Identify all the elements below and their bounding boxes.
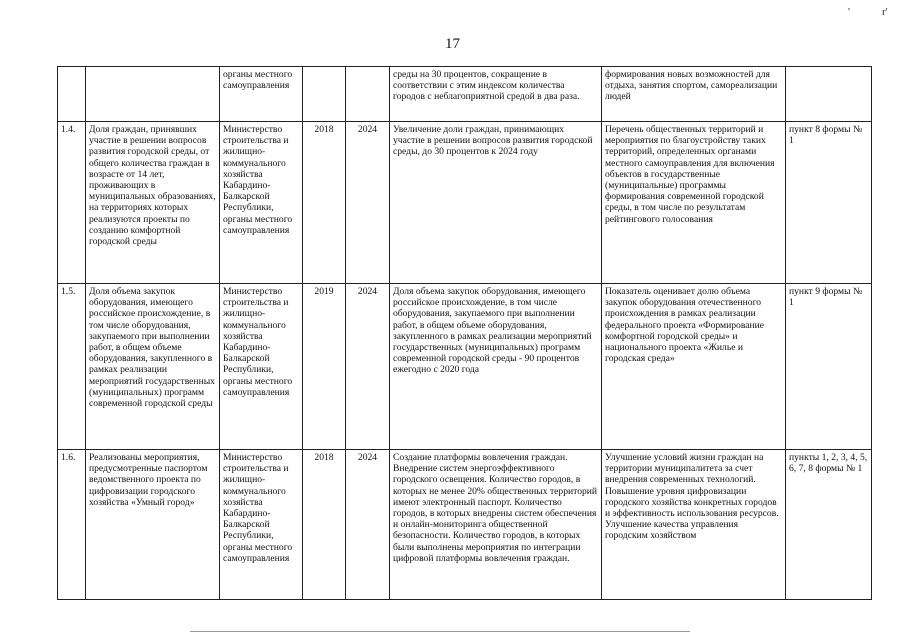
indicator-cell: [86, 67, 220, 122]
corner-mark-right: r': [882, 6, 888, 18]
indicator-cell: Доля объема закупок оборудования, имеющего российское происхождение, в том числе оборудования, закупаемого при выполнении работ, в общем объеме оборудования, закупленного в рамках реализации мероприятий государственных (муниципальных) программ современной городской среды: [86, 284, 220, 450]
end-year-cell: [346, 67, 390, 122]
result-cell: Создание платформы вовлечения граждан. Внедрение систем энергоэффективного городского освещения. Количество городов, в которых не менее 20% общественных территорий имеют электронный паспорт. Количество городов, в которых внедрены систем обеспечения и онлайн-мониторинга общественной безопасности. Количество городов, в которых были выполнены мероприятия по интеграции цифровой платформы вовлечения граждан.: [390, 450, 602, 600]
table-row: [58, 67, 872, 122]
end-year-cell: 2024: [346, 284, 390, 450]
connection-cell: Показатель оценивает долю объема закупок оборудования отечественного происхождения в рамках реализации федерального проекта «Формирование комфортной городской среды» и национального проекта «Жилье и городская среда»: [602, 284, 786, 450]
row-number: 1.4.: [58, 122, 86, 284]
table-row: [58, 122, 872, 284]
program-table: [57, 66, 872, 600]
reference-cell: пункт 9 формы № 1: [786, 284, 872, 450]
start-year-cell: [303, 67, 346, 122]
indicator-cell: Реализованы мероприятия, предусмотренные паспортом ведомственного проекта по цифровизации городского хозяйства «Умный город»: [86, 450, 220, 600]
table-row: [58, 284, 872, 450]
corner-mark-left: ': [848, 6, 850, 18]
row-number: [58, 67, 86, 122]
reference-cell: пункты 1, 2, 3, 4, 5, 6, 7, 8 формы № 1: [786, 450, 872, 600]
responsible-cell: Министерство строительства и жилищно-коммунального хозяйства Кабардино-Балкарской Республики, органы местного самоуправления: [220, 284, 303, 450]
reference-cell: пункт 8 формы № 1: [786, 122, 872, 284]
result-cell: Доля объема закупок оборудования, имеющего российское происхождение, в том числе оборудования, закупаемого при выполнении работ, в общем объеме оборудования, закупленного в рамках реализации мероприятий государственных (муниципальных) программ современной городской среды - 90 процентов ежегодно с 2020 года: [390, 284, 602, 450]
result-cell: Увеличение доли граждан, принимающих участие в решении вопросов развития городской среды, до 30 процентов к 2024 году: [390, 122, 602, 284]
start-year-cell: 2018: [303, 450, 346, 600]
connection-cell: Перечень общественных территорий и мероприятия по благоустройству таких территорий, определенных органами местного самоуправления для включения объектов в государственные (муниципальные) программы формирования современной городской среды, в том числе по результатам рейтингового голосования: [602, 122, 786, 284]
indicator-cell: Доля граждан, принявших участие в решении вопросов развития городской среды, от общего количества граждан в возрасте от 14 лет, проживающих в муниципальных образованиях, на территориях которых реализуются проекты по созданию комфортной городской среды: [86, 122, 220, 284]
connection-cell: Улучшение условий жизни граждан на территории муниципалитета за счет внедрения современных технологий. Повышение уровня цифровизации городского хозяйства конкретных городов и эффективность использования ресурсов. Улучшение качества управления городским хозяйством: [602, 450, 786, 600]
connection-cell: формирования новых возможностей для отдыха, занятия спортом, самореализации людей: [602, 67, 786, 122]
start-year-cell: 2018: [303, 122, 346, 284]
responsible-cell: Министерство строительства и жилищно-коммунального хозяйства Кабардино-Балкарской Республики, органы местного самоуправления: [220, 122, 303, 284]
page-number: 17: [445, 36, 460, 52]
responsible-cell: органы местного самоуправления: [220, 67, 303, 122]
result-cell: среды на 30 процентов, сокращение в соответствии с этим индексом количества городов с неблагоприятной средой в два раза.: [390, 67, 602, 122]
end-year-cell: 2024: [346, 450, 390, 600]
end-year-cell: 2024: [346, 122, 390, 284]
start-year-cell: 2019: [303, 284, 346, 450]
reference-cell: [786, 67, 872, 122]
responsible-cell: Министерство строительства и жилищно-коммунального хозяйства Кабардино-Балкарской Республики, органы местного самоуправления: [220, 450, 303, 600]
row-number: 1.6.: [58, 450, 86, 600]
scan-edge-line: [190, 631, 690, 632]
row-number: 1.5.: [58, 284, 86, 450]
table-row: [58, 450, 872, 600]
